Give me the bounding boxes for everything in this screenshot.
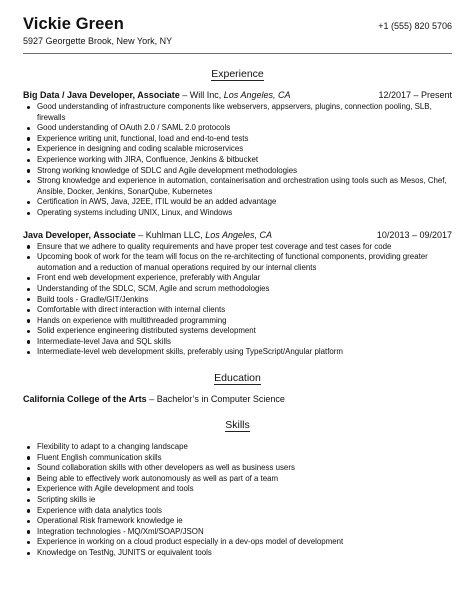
header-divider — [23, 53, 452, 54]
job-location: Los Angeles, CA — [205, 229, 273, 240]
list-item: Scripting skills ie — [35, 495, 452, 506]
experience-heading-text: Experience — [211, 68, 264, 80]
list-item: Experience in designing and coding scalable microservices — [35, 144, 452, 155]
school-name: California College of the Arts — [23, 394, 147, 405]
list-item: Experience writing unit, functional, load and end-to-end tests — [35, 134, 452, 145]
list-item: Strong working knowledge of SDLC and Agile development methodologies — [35, 166, 452, 177]
list-item: Ensure that we adhere to quality requirements and have proper test coverage and test cases for code — [35, 242, 452, 253]
job-bullets — [23, 102, 452, 219]
education-entry — [23, 393, 452, 405]
list-item: Integration technologies - MQ/Xml/SOAP/JSON — [35, 527, 452, 538]
list-item: Good understanding of OAuth 2.0 / SAML 2.0 protocols — [35, 123, 452, 134]
skills-heading-text: Skills — [225, 419, 250, 432]
list-item: Experience in working on a cloud product especially in a dev-ops model of development — [35, 537, 452, 548]
list-item: Front end web development experience, preferably with Angular — [35, 273, 452, 284]
job-company: Will Inc, — [189, 90, 224, 100]
skills-list — [23, 442, 452, 559]
job-heading — [23, 229, 272, 241]
experience-heading — [23, 68, 452, 81]
candidate-name: Vickie Green — [23, 15, 124, 33]
list-item: Sound collaboration skills with other developers as well as business users — [35, 463, 452, 474]
list-item: Operating systems including UNIX, Linux, and Windows — [35, 208, 452, 219]
education-heading — [23, 372, 452, 385]
job-dash: – — [179, 90, 190, 100]
education-heading-text: Education — [214, 372, 261, 385]
job-company: Kuhlman LLC, — [145, 229, 206, 240]
job-location: Los Angeles, CA — [223, 90, 291, 100]
job-header — [23, 89, 452, 101]
phone-number: +1 (555) 820 5706 — [378, 21, 452, 31]
job-header — [23, 229, 452, 241]
list-item: Fluent English communication skills — [35, 453, 452, 464]
list-item: Understanding of the SDLC, SCM, Agile and scrum methodologies — [35, 284, 452, 295]
list-item: Strong knowledge and experience in automation, containerisation and orchestration using tools such as Mesos, Chef, Ansible, Docker, Jenkins, SonarQube, Kubernetes — [35, 176, 452, 197]
header — [23, 15, 452, 34]
list-item: Intermediate-level Java and SQL skills — [35, 337, 452, 348]
list-item: Solid experience engineering distributed systems development — [35, 326, 452, 337]
job-entry — [23, 89, 452, 219]
list-item: Intermediate-level web development skills, preferably using TypeScript/Angular platform — [35, 347, 452, 358]
list-item: Experience with Agile development and tools — [35, 484, 452, 495]
list-item: Certification in AWS, Java, J2EE, ITIL would be an added advantage — [35, 197, 452, 208]
list-item: Build tools - Gradle/GIT/Jenkins — [35, 295, 452, 306]
job-heading — [23, 89, 291, 101]
job-dash: – — [135, 229, 146, 240]
list-item: Good understanding of infrastructure components like webservers, appservers, plugins, connection pooling, SLB, firewalls — [35, 102, 452, 123]
address: 5927 Georgette Brook, New York, NY — [23, 36, 173, 46]
job-bullets — [23, 242, 452, 359]
job-dates: 12/2017 – Present — [378, 90, 452, 100]
list-item: Experience working with JIRA, Confluence, Jenkins & bitbucket — [35, 155, 452, 166]
list-item: Hands on experience with multithreaded programming — [35, 316, 452, 327]
degree: – Bachelor’s in Computer Science — [146, 394, 285, 405]
list-item: Upcoming book of work for the team will focus on the re-architecting of functional components, providing greater automation and a reduction of manual operations required by our internal clients — [35, 252, 452, 273]
job-title: Java Developer, Associate — [23, 229, 136, 240]
job-dates: 10/2013 – 09/2017 — [376, 229, 452, 240]
list-item: Flexibility to adapt to a changing landscape — [35, 442, 452, 453]
skills-heading — [23, 419, 452, 432]
list-item: Knowledge on TestNg, JUNITS or equivalent tools — [35, 548, 452, 559]
list-item: Comfortable with direct interaction with internal clients — [35, 305, 452, 316]
list-item: Operational Risk framework knowledge ie — [35, 516, 452, 527]
list-item: Being able to effectively work autonomously as well as part of a team — [35, 474, 452, 485]
job-entry — [23, 229, 452, 359]
list-item: Experience with data analytics tools — [35, 506, 452, 517]
job-title: Big Data / Java Developer, Associate — [23, 90, 180, 100]
